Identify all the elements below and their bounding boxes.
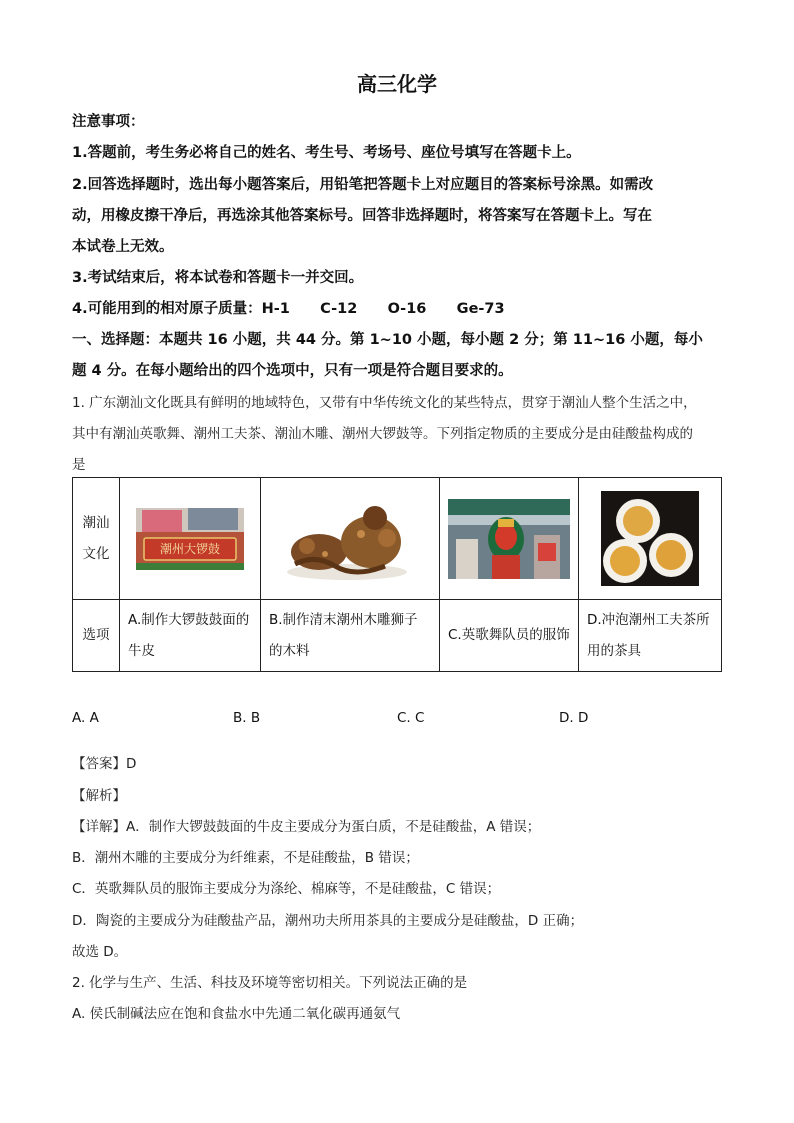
option-d-cell: D.冲泡潮州工夫茶所用的茶具 (579, 600, 722, 672)
choice-a: A. A (72, 710, 99, 726)
q1-stem-line-2: 其中有潮汕英歌舞、潮州工夫茶、潮汕木雕、潮州大锣鼓等。下列指定物质的主要成分是由硅酸盐构成的 (72, 426, 693, 442)
choice-d: D. D (559, 710, 589, 726)
section-1-line-2: 题 4 分。在每小题给出的四个选项中，只有一项是符合题目要求的。 (72, 363, 513, 379)
page-title: 高三化学 (357, 72, 437, 96)
notes-item-3: 3.考试结束后，将本试卷和答题卡一并交回。 (72, 270, 364, 286)
drum-banner-image (136, 508, 244, 570)
q2-option-a: A. 侯氏制碱法应在饱和食盐水中先通二氧化碳再通氨气 (72, 1006, 401, 1022)
q2-stem: 2. 化学与生产、生活、科技及环境等密切相关。下列说法正确的是 (72, 975, 468, 991)
option-b-cell: B.制作清末潮州木雕狮子的木料 (261, 600, 440, 672)
option-a-cell: A.制作大锣鼓鼓面的牛皮 (120, 600, 261, 672)
q1-detail-line-2: B．潮州木雕的主要成分为纤维素，不是硅酸盐，B 错误； (72, 850, 419, 866)
q1-analysis-label: 【解析】 (72, 788, 126, 804)
q1-detail-line-5: 故选 D。 (72, 944, 128, 960)
section-1-line-1: 一、选择题：本题共 16 小题，共 44 分。第 1~10 小题，每小题 2 分；第 11~16 小题，每小 (72, 332, 703, 348)
cell-image-d (579, 478, 722, 600)
dance-troupe-graphic (448, 499, 570, 579)
notes-heading: 注意事项： (72, 114, 145, 130)
notes-item-1: 1.答题前，考生务必将自己的姓名、考生号、考场号、座位号填写在答题卡上。 (72, 145, 581, 161)
cell-image-c (440, 478, 579, 600)
q1-options-table (72, 477, 722, 672)
q1-detail-line-3: C．英歌舞队员的服饰主要成分为涤纶、棉麻等，不是硅酸盐，C 错误； (72, 881, 501, 897)
q1-answer: 【答案】D (72, 756, 137, 772)
wood-lion-image (285, 494, 415, 584)
choice-b: B. B (233, 710, 261, 726)
row-header-options: 选项 (73, 600, 120, 672)
notes-item-2-line-1: 2.回答选择题时，选出每小题答案后，用铅笔把答题卡上对应题目的答案标号涂黑。如需改 (72, 177, 654, 193)
dance-troupe-image (448, 499, 570, 579)
cell-image-a (120, 478, 261, 600)
wood-lion-graphic (285, 494, 415, 584)
banner-text: 潮州大锣鼓 (159, 541, 220, 556)
table-row (73, 600, 722, 672)
q1-stem-line-3: 是 (72, 457, 86, 473)
notes-item-4: 4.可能用到的相对原子质量：H-1 C-12 O-16 Ge-73 (72, 301, 505, 317)
table-row (73, 478, 722, 600)
q1-stem-line-1: 1. 广东潮汕文化既具有鲜明的地域特色，又带有中华传统文化的某些特点，贯穿于潮汕人整个生活之中， (72, 395, 697, 411)
row-header-culture: 潮汕文化 (73, 478, 120, 600)
cell-image-b (261, 478, 440, 600)
notes-item-2-line-2: 动，用橡皮擦干净后，再选涂其他答案标号。回答非选择题时，将答案写在答题卡上。写在 (72, 208, 652, 224)
q1-detail-line-1: 【详解】A．制作大锣鼓鼓面的牛皮主要成分为蛋白质，不是硅酸盐，A 错误； (72, 819, 541, 835)
tea-cups-image (601, 491, 699, 586)
option-c-cell: C.英歌舞队员的服饰 (440, 600, 579, 672)
tea-cups-graphic (601, 491, 699, 586)
choice-c: C. C (397, 710, 425, 726)
notes-item-2-line-3: 本试卷上无效。 (72, 239, 174, 255)
q1-detail-line-4: D．陶瓷的主要成分为硅酸盐产品，潮州功夫所用茶具的主要成分是硅酸盐，D 正确； (72, 913, 584, 929)
